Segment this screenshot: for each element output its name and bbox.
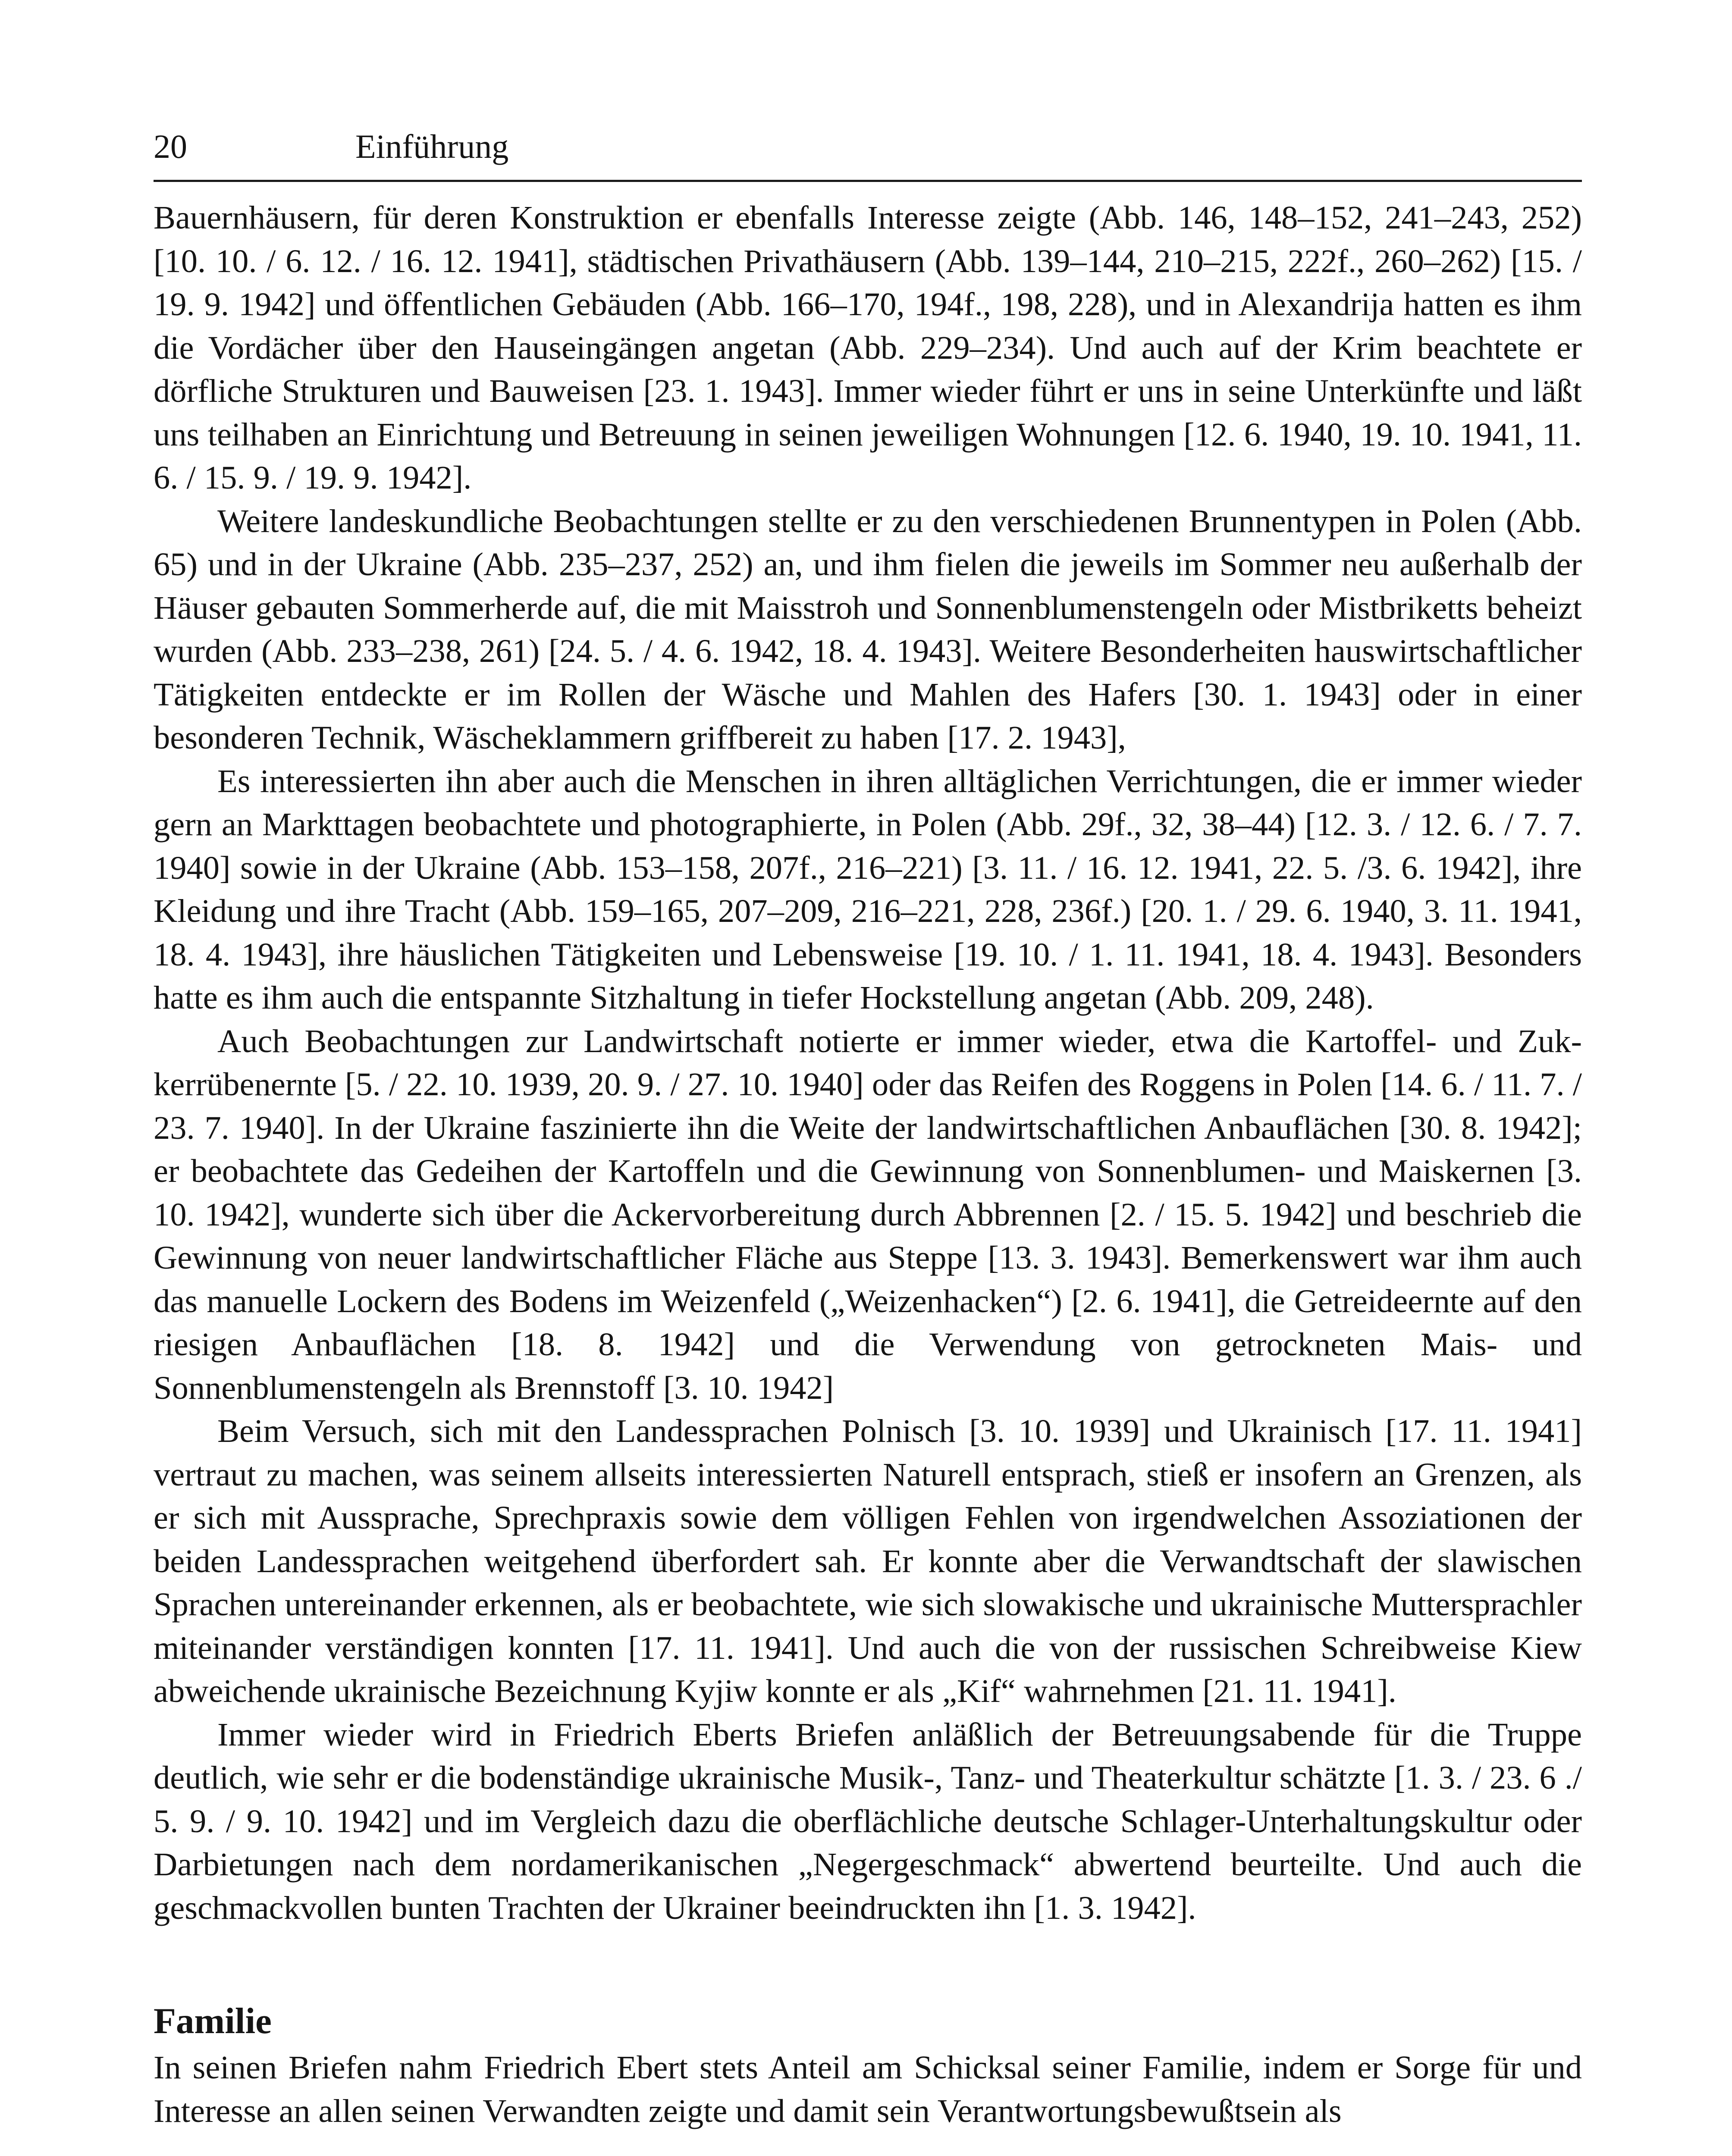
section-heading: Familie [154,2001,272,2041]
page-number: 20 [154,128,187,165]
paragraph: Weitere landeskundliche Beobachtungen stellte er zu den verschiedenen Brunnentypen in Polen (Abb. 65) und in der Ukraine (Abb. 235–237, 252) an, und ihm fielen die jeweils im Sommer neu außerhalb der Häuser gebauten Sommerherde auf, die mit Maisstroh und Sonnenblumenstengeln oder Mistbriketts beheizt wurden (Abb. 233–238, 261) [24. 5. / 4. 6. 1942, 18. 4. 1943]. Weitere Besonderheiten hauswirtschaftlicher Tätigkeiten entdeckte er im Rollen der Wäsche und Mahlen des Hafers [30. 1. 1943] oder in einer besonderen Technik, Wäscheklammern griffbereit zu haben [17. 2. 1943], [154,502,1582,756]
page-header [154,117,1582,182]
paragraph: In seinen Briefen nahm Friedrich Ebert stets Anteil am Schicksal seiner Familie, indem er Sorge für und Interesse an allen seinen Verwandten zeigte und damit sein Verantwortungsbewußtsein als [154,2049,1582,2129]
paragraph: Beim Versuch, sich mit den Landessprachen Polnisch [3. 10. 1939] und Ukrainisch [17. 11. 1941] vertraut zu machen, was seinem allseits interessierten Naturell entsprach, stieß er insofern an Grenzen, als er sich mit Aussprache, Sprechpraxis sowie dem völligen Fehlen von irgendwelchen Assoziationen der beiden Landessprachen weitgehend überfordert sah. Er konnte aber die Verwandtschaft der slawischen Sprachen untereinander erkennen, als er beobachtete, wie sich slowakische und ukrainische Muttersprachler miteinander verständigen konnten [17. 11. 1941]. Und auch die von der russischen Schreibweise Kiew abweichende ukrainische Bezeichnung Kyjiw konnte er als „Kif“ wahrnehmen [21. 11. 1941]. [154,1413,1582,1709]
running-title: Einführung [355,128,509,165]
body-text [154,196,1582,2133]
paragraph: Immer wieder wird in Friedrich Eberts Briefen anläßlich der Betreuungsabende für die Truppe deutlich, wie sehr er die bodenständige ukrainische Musik-, Tanz- und Theaterkultur schätzte [1. 3. / 23. 6 ./ 5. 9. / 9. 10. 1942] und im Vergleich dazu die oberflächliche deutsche Schlager-Unterhaltungskultur oder Darbietungen nach dem nordamerikanischen „Negergeschmack“ abwertend beurteilte. Und auch die geschmackvollen bunten Trachten der Ukrainer beeindruckten ihn [1. 3. 1942]. [154,1716,1582,1926]
paragraph: Auch Beobachtungen zur Landwirtschaft notierte er immer wieder, etwa die Kartoffel- und Zukkerrübenernte [5. / 22. 10. 1939, 20. 9. / 27. 10. 1940] oder das Reifen des Roggens in Polen [14. 6. / 11. 7. / 23. 7. 1940]. In der Ukraine faszinierte ihn die Weite der landwirtschaftlichen Anbauflächen [30. 8. 1942]; er beobachtete das Gedeihen der Kartoffeln und die Gewinnung von Sonnenblumen- und Maiskernen [3. 10. 1942], wunderte sich über die Ackervorbereitung durch Abbrennen [2. / 15. 5. 1942] und beschrieb die Gewinnung von neuer landwirtschaftlicher Fläche aus Steppe [13. 3. 1943]. Bemerkenswert war ihm auch das manuelle Lockern des Bodens im Weizenfeld („Weizenhacken“) [2. 6. 1941], die Getreideernte auf den riesigen Anbauflächen [18. 8. 1942] und die Verwendung von getrockneten Mais- und Sonnenblumenstengeln als Brennstoff [3. 10. 1942] [154,1022,1582,1406]
paragraph: Bauernhäusern, für deren Konstruktion er ebenfalls Interesse zeigte (Abb. 146, 148–152, 241–243, 252) [10. 10. / 6. 12. / 16. 12. 1941], städtischen Privathäusern (Abb. 139–144, 210–215, 222f., 260–262) [15. / 19. 9. 1942] und öffentlichen Gebäuden (Abb. 166–170, 194f., 198, 228), und in Alexandrija hatten es ihm die Vordächer über den Hauseingängen angetan (Abb. 229–234). Und auch auf der Krim beachtete er dörfliche Strukturen und Bauweisen [23. 1. 1943]. Immer wieder führt er uns in seine Unterkünfte und läßt uns teilhaben an Einrichtung und Betreuung in seinen jeweiligen Wohnungen [12. 6. 1940, 19. 10. 1941, 11. 6. / 15. 9. / 19. 9. 1942]. [154,199,1582,496]
paragraph: Es interessierten ihn aber auch die Menschen in ihren alltäglichen Verrichtungen, die er immer wieder gern an Markttagen beobachtete und photographierte, in Polen (Abb. 29f., 32, 38–44) [12. 3. / 12. 6. / 7. 7. 1940] sowie in der Ukraine (Abb. 153–158, 207f., 216–221) [3. 11. / 16. 12. 1941, 22. 5. /3. 6. 1942], ihre Kleidung und ihre Tracht (Abb. 159–165, 207–209, 216–221, 228, 236f.) [20. 1. / 29. 6. 1940, 3. 11. 1941, 18. 4. 1943], ihre häuslichen Tätigkeiten und Lebensweise [19. 10. / 1. 11. 1941, 18. 4. 1943]. Besonders hatte es ihm auch die entspannte Sitzhaltung in tiefer Hockstellung angetan (Abb. 209, 248). [154,762,1582,1016]
